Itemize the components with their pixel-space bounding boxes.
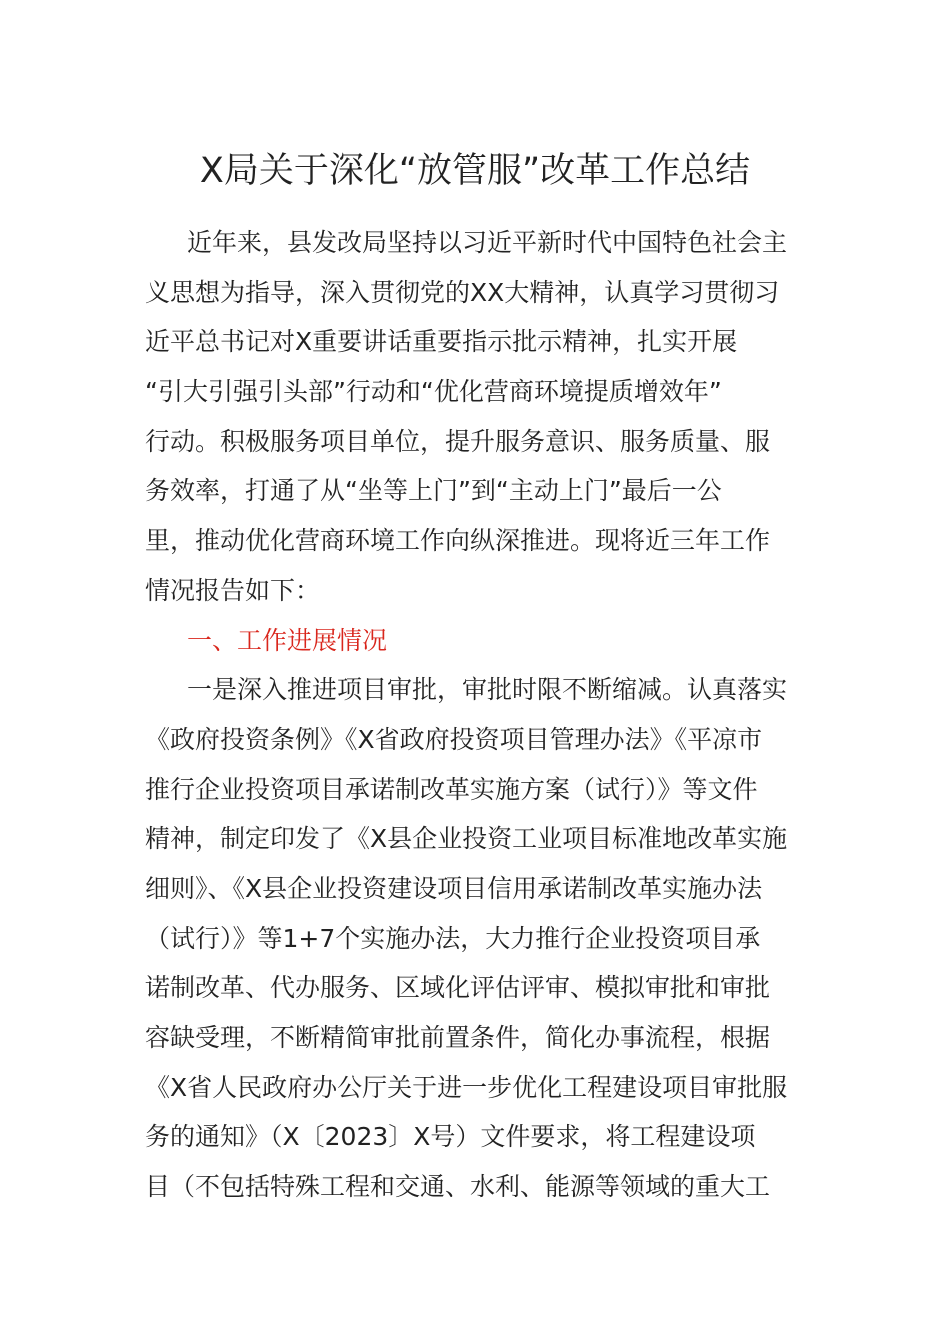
paragraph-line: 务的通知》（X〔2023〕X号）文件要求，将工程建设项 <box>145 1122 756 1152</box>
paragraph-line: 义思想为指导，深入贯彻党的XX大精神，认真学习贯彻习 <box>145 277 780 307</box>
paragraph-line: 近年来，县发改局坚持以习近平新时代中国特色社会主 <box>187 228 788 257</box>
paragraph-line: 情况报告如下： <box>145 575 321 605</box>
paragraph-line: 推行企业投资项目承诺制改革实施方案（试行）》等文件 <box>145 774 758 804</box>
document-body <box>145 218 810 1212</box>
paragraph-line: 近平总书记对X重要讲话重要指示批示精神，扎实开展 <box>145 327 738 357</box>
paragraph-line: 目（不包括特殊工程和交通、水利、能源等领域的重大工 <box>145 1172 771 1202</box>
paragraph-line: 《X省人民政府办公厅关于进一步优化工程建设项目审批服 <box>145 1072 788 1102</box>
paragraph-line: 容缺受理，不断精简审批前置条件，简化办事流程，根据 <box>145 1023 771 1052</box>
paragraph-line: 行动。积极服务项目单位，提升服务意识、服务质量、服 <box>145 426 771 456</box>
section-heading: 一、工作进展情况 <box>187 625 388 655</box>
paragraph-line: 诺制改革、代办服务、区域化评估评审、模拟审批和审批 <box>145 973 771 1003</box>
paragraph-line: 精神，制定印发了《X县企业投资工业项目标准地改革实施 <box>145 824 788 854</box>
paragraph-line: 一是深入推进项目审批，审批时限不断缩减。认真落实 <box>187 675 788 705</box>
paragraph-line: 务效率，打通了从“坐等上门”到“主动上门”最后一公 <box>145 476 722 506</box>
paragraph-line: 细则》、《X县企业投资建设项目信用承诺制改革实施办法 <box>145 873 763 903</box>
paragraph-line: “引大引强引头部”行动和“优化营商环境提质增效年” <box>145 377 722 407</box>
paragraph-line: （试行）》等1+7个实施办法，大力推行企业投资项目承 <box>145 923 761 953</box>
document-title: X局关于深化“放管服”改革工作总结 <box>199 151 751 191</box>
paragraph-line: 《政府投资条例》《X省政府投资项目管理办法》《平凉市 <box>145 724 763 754</box>
paragraph-line: 里，推动优化营商环境工作向纵深推进。现将近三年工作 <box>145 526 771 556</box>
